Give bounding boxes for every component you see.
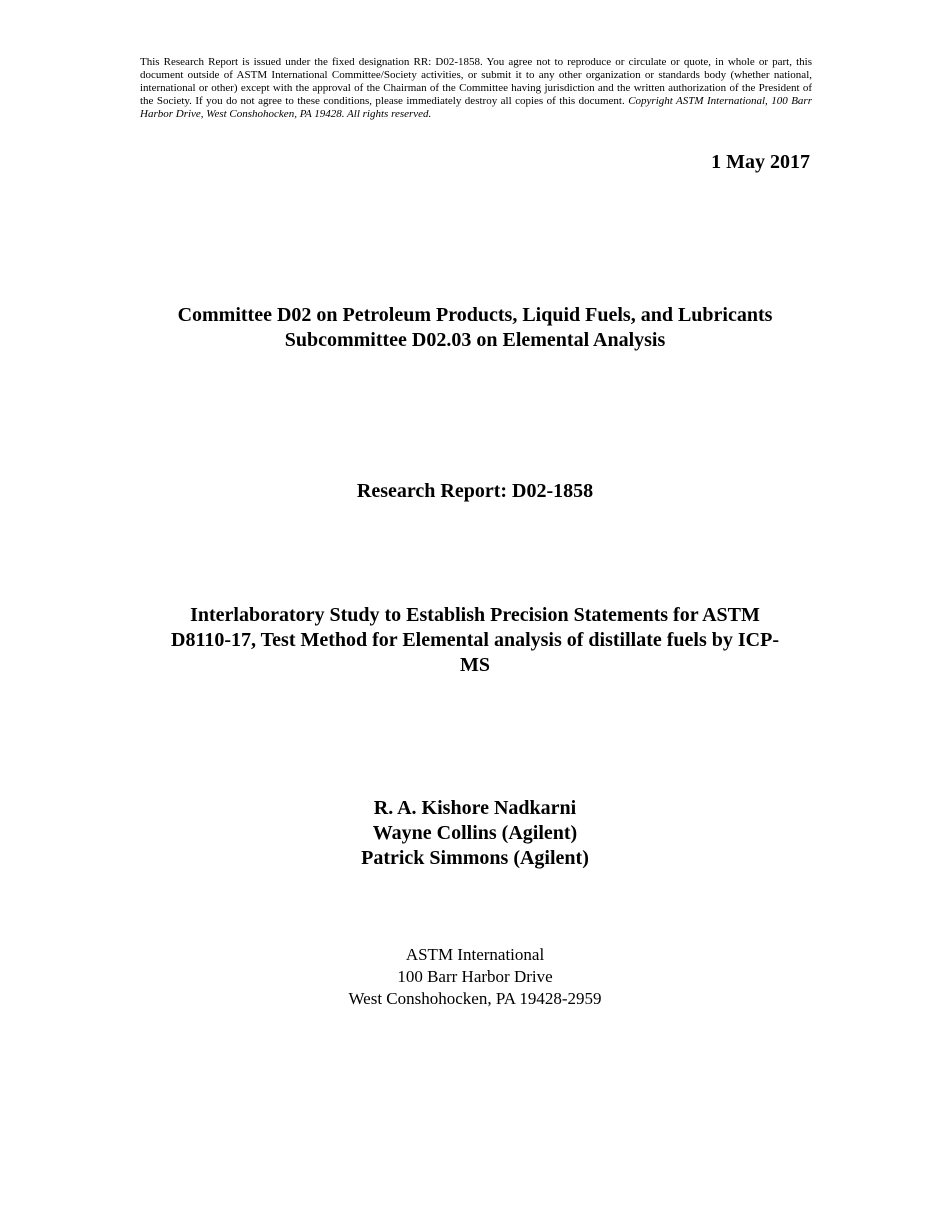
copyright-line: Copyright ASTM International, 100 Barr Harbor Drive, West Conshohocken, PA 19428. All rights reserved.: [140, 95, 812, 120]
study-title-line: MS: [460, 654, 490, 676]
author-name: R. A. Kishore Nadkarni: [373, 797, 577, 819]
study-title-line: D8110-17, Test Method for Elemental analysis of distillate fuels by ICP-: [171, 629, 779, 651]
notice-text: This Research Report is issued under the fixed designation RR: D02-1858. You agree not to reproduce or circulate or quote, in whole or part, this document outside of ASTM International Committee/Society activities, or submit it to any other organization or standards body (whether national, international or other) except with the approval of the Chairman of the Committee having jurisdiction and the written authorization of the President of the Society. If you do not agree to these conditions, please immediately destroy all copies of this document.: [140, 56, 812, 107]
city-state-zip: West Conshohocken, PA 19428-2959: [348, 989, 602, 1008]
committee-name: Committee D02 on Petroleum Products, Liquid Fuels, and Lubricants: [177, 304, 773, 326]
author-name: Wayne Collins (Agilent): [372, 822, 578, 844]
publisher-address: [140, 944, 810, 1010]
committee-heading: [140, 303, 810, 353]
author-list: [140, 796, 810, 871]
author-name: Patrick Simmons (Agilent): [361, 847, 589, 869]
street-address: 100 Barr Harbor Drive: [397, 967, 553, 986]
study-title-line: Interlaboratory Study to Establish Precision Statements for ASTM: [190, 604, 760, 626]
report-date: 1 May 2017: [711, 151, 810, 173]
organization-name: ASTM International: [405, 945, 545, 964]
study-title: [140, 603, 810, 678]
report-number: Research Report: D02-1858: [356, 480, 594, 502]
subcommittee-name: Subcommittee D02.03 on Elemental Analysis: [284, 329, 666, 351]
copyright-notice: [140, 56, 812, 121]
